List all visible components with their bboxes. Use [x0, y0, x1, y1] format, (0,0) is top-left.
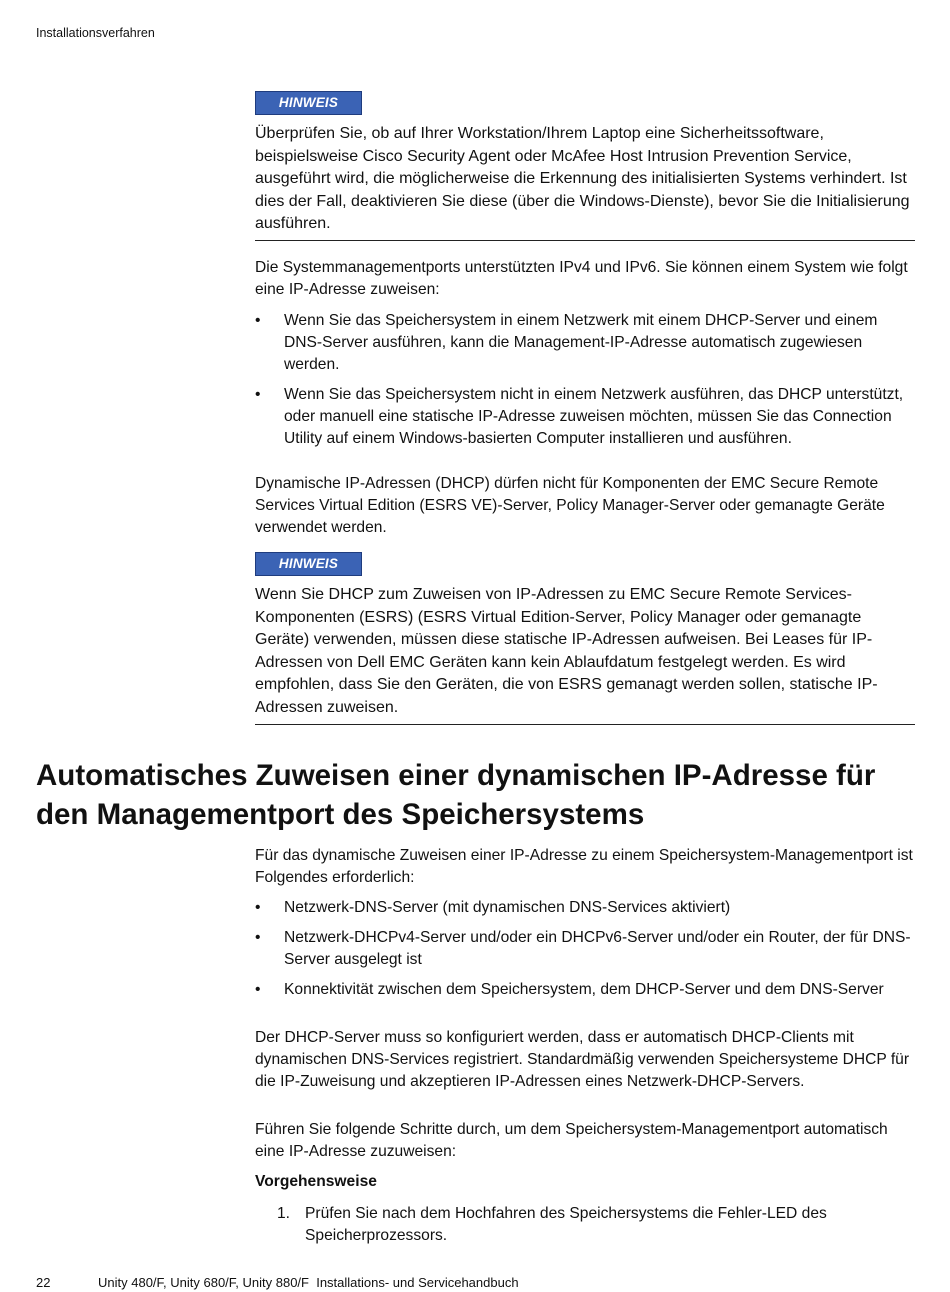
step-number: 1.: [277, 1205, 291, 1222]
list-item: [255, 927, 915, 971]
note-divider: [255, 724, 915, 725]
note-label: HINWEIS: [255, 552, 362, 576]
intro-section: [255, 257, 915, 301]
list-item: [255, 979, 915, 1001]
step-text: Prüfen Sie nach dem Hochfahren des Speichersystems die Fehler-LED des Speicherprozessors.: [305, 1205, 827, 1244]
dhcp-config-paragraph: Der DHCP-Server muss so konfiguriert werden, dass er automatisch DHCP-Clients mit dynamischen DNS-Services registriert. Standardmäßig verwenden Speichersysteme DHCP für die IP-Zuweisung und akzeptieren IP-Adressen eines Netzwerk-DHCP-Servers.: [255, 1029, 910, 1090]
list-item: [255, 310, 915, 376]
bullet-icon: •: [255, 312, 261, 329]
dhcp-config-section: [255, 1027, 915, 1093]
steps-intro: Führen Sie folgende Schritte durch, um dem Speichersystem-Managementport automatisch eine IP-Adresse zuzuweisen:: [255, 1121, 888, 1160]
steps-intro-section: [255, 1119, 915, 1163]
requirements-section: [255, 845, 915, 889]
note-text: Überprüfen Sie, ob auf Ihrer Workstation/Ihrem Laptop eine Sicherheitssoftware, beispielsweise Cisco Security Agent oder McAfee Host Intrusion Prevention Service, ausgeführt wird, die möglicherweise die Erkennung des initialisierten Systems verhindert. Ist dies der Fall, deaktivieren Sie diese (über die Windows-Dienste), bevor Sie die Initialisierung ausführen.: [255, 125, 910, 233]
procedure-section: [255, 1171, 915, 1193]
note-divider: [255, 240, 915, 241]
intro-paragraph: Die Systemmanagementports unterstützten IPv4 und IPv6. Sie können einem System wie folgt eine IP-Adresse zuweisen:: [255, 259, 908, 298]
bullet-icon: •: [255, 899, 261, 916]
note-text: Wenn Sie DHCP zum Zuweisen von IP-Adressen zu EMC Secure Remote Services-Komponenten (ESRS) (ESRS Virtual Edition-Server, Policy Manager oder gemanagte Geräte) verwenden, müssen diese statische IP-Adressen aufweisen. Bei Leases für IP-Adressen von Dell EMC Geräten kann kein Ablaufdatum festgelegt werden. Es wird empfohlen, dass Sie den Geräten, die von ESRS gemanagt werden sollen, statische IP-Adressen zuweisen.: [255, 586, 878, 716]
running-head: Installationsverfahren: [36, 26, 155, 40]
list-item: [255, 384, 915, 450]
page-footer: [36, 1275, 519, 1290]
procedure-steps: [255, 1203, 915, 1247]
note-label: HINWEIS: [255, 91, 362, 115]
list-item-text: Konnektivität zwischen dem Speichersystem, dem DHCP-Server und dem DNS-Server: [284, 981, 884, 998]
bullet-icon: •: [255, 929, 261, 946]
list-item: [255, 897, 915, 919]
bullet-list-requirements: [255, 897, 915, 1001]
list-item-text: Netzwerk-DHCPv4-Server und/oder ein DHCPv6-Server und/oder ein Router, der für DNS-Server ausgelegt ist: [284, 929, 911, 968]
procedure-heading: Vorgehensweise: [255, 1173, 377, 1190]
note-block-2: [255, 552, 915, 725]
step-item: [255, 1203, 915, 1247]
requirements-intro: Für das dynamische Zuweisen einer IP-Adresse zu einem Speichersystem-Managementport ist Folgendes erforderlich:: [255, 847, 913, 886]
list-item-text: Wenn Sie das Speichersystem in einem Netzwerk mit einem DHCP-Server und einem DNS-Server ausführen, kann die Management-IP-Adresse automatisch zugewiesen werden.: [284, 312, 878, 373]
section-title: Automatisches Zuweisen einer dynamischen IP-Adresse für den Managementport des Speichersystems: [36, 759, 876, 831]
bullet-icon: •: [255, 981, 261, 998]
note-block-1: [255, 91, 915, 241]
document-title: Unity 480/F, Unity 680/F, Unity 880/F Installations- und Servicehandbuch: [98, 1275, 519, 1290]
list-item-text: Wenn Sie das Speichersystem nicht in einem Netzwerk ausführen, das DHCP unterstützt, oder manuell eine statische IP-Adresse zuweisen möchten, müssen Sie das Connection Utility auf einem Windows-basierten Computer installieren und ausführen.: [284, 386, 904, 447]
dhcp-section: [255, 473, 915, 539]
bullet-list-ip-assignment: [255, 310, 915, 450]
page-number: 22: [36, 1275, 51, 1290]
bullet-icon: •: [255, 386, 261, 403]
dhcp-paragraph: Dynamische IP-Adressen (DHCP) dürfen nicht für Komponenten der EMC Secure Remote Services Virtual Edition (ESRS VE)-Server, Policy Manager-Server oder gemanagte Geräte verwendet werden.: [255, 475, 885, 536]
list-item-text: Netzwerk-DNS-Server (mit dynamischen DNS-Services aktiviert): [284, 899, 731, 916]
